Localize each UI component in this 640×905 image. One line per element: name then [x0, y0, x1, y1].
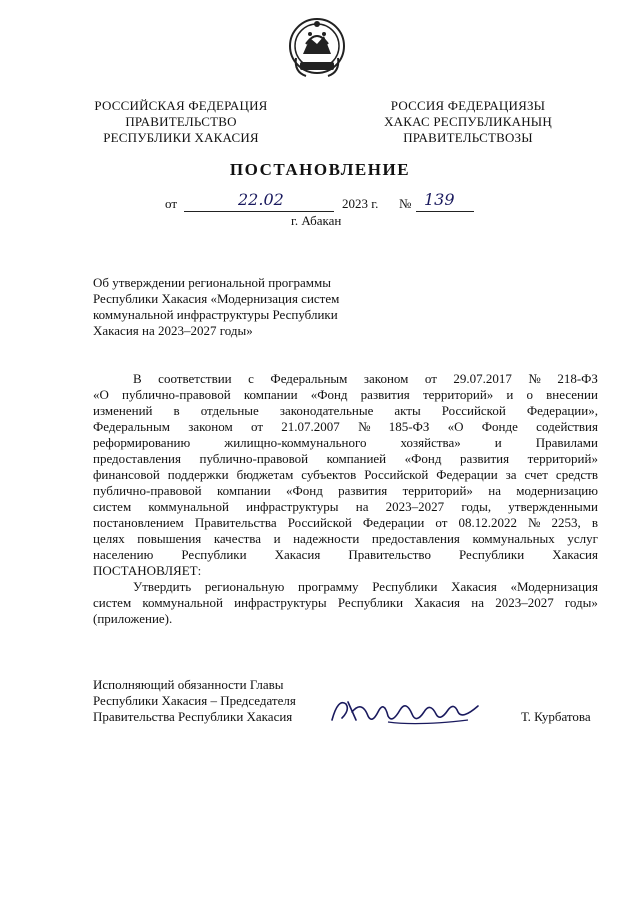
body-line: постановлением Правительства Российской Федерации от 08.12.2022 № 2253, в — [93, 515, 598, 530]
header-left-line1: РОССИЙСКАЯ ФЕДЕРАЦИЯ — [94, 98, 268, 113]
body-line: финансовой поддержки бюджетам субъектов Российской Федерации за счет средств — [93, 467, 598, 482]
body-line: целях повышения качества и надежности предоставления коммунальных услуг — [93, 531, 598, 546]
header-right — [368, 98, 568, 146]
date-year: 2023 г. — [342, 196, 379, 211]
body-line: систем коммунальной инфраструктуры Республики Хакасия на 2023–2027 годы» — [93, 595, 598, 610]
body-line: систем коммунальной инфраструктуры на 2023–2027 годы, утвержденными — [93, 499, 598, 514]
subject-line: Об утверждении региональной программы — [93, 275, 331, 290]
body-line: населению Республики Хакасия Правительство Республики Хакасия — [93, 547, 598, 562]
coat-of-arms-icon — [286, 14, 348, 82]
body-line: реформированию жилищно-коммунального хозяйства» и Правилами — [93, 435, 598, 450]
subject-line: Республики Хакасия «Модернизация систем — [93, 291, 340, 306]
body-line: «О публично-правовой компании «Фонд развития территорий» и о внесении — [93, 387, 598, 402]
body-line: Федеральным законом от 21.07.2007 № 185-ФЗ «О Фонде содействия — [93, 419, 598, 434]
city-name: г. Абакан — [291, 213, 342, 228]
subject-block — [93, 275, 393, 339]
handwritten-signature — [328, 690, 488, 730]
body-line: изменений в отдельные законодательные акты Российской Федерации», — [93, 403, 598, 418]
date-underline — [184, 211, 334, 212]
body-line: Утвердить региональную программу Республики Хакасия «Модернизация — [133, 579, 598, 594]
signer-name: Т. Курбатова — [521, 709, 591, 724]
number-label: № — [399, 196, 412, 211]
header-right-line1: РОССИЯ ФЕДЕРАЦИЯЗЫ — [390, 98, 546, 113]
date-from-label: от — [165, 196, 178, 211]
body-line: ПОСТАНОВЛЯЕТ: — [93, 563, 202, 578]
header-left-line3: РЕСПУБЛИКИ ХАКАСИЯ — [103, 130, 259, 145]
body-line: (приложение). — [93, 611, 173, 626]
header-left — [86, 98, 276, 146]
body-text — [93, 371, 598, 627]
header-right-line2: ХАКАС РЕСПУБЛИКАНЫҢ — [384, 114, 552, 129]
subject-line: коммунальной инфраструктуры Республики — [93, 307, 338, 322]
signer-title-line2: Республики Хакасия – Председателя — [93, 693, 296, 708]
subject-line: Хакасия на 2023–2027 годы» — [93, 323, 253, 338]
body-line: предоставления публично-правовой компанией «Фонд развития территорий» — [93, 451, 598, 466]
signature-block — [93, 677, 296, 725]
body-line: В соответствии с Федеральным законом от 29.07.2017 № 218-ФЗ — [133, 371, 598, 386]
document-title: ПОСТАНОВЛЕНИЕ — [229, 160, 411, 179]
handwritten-date: 22.02 — [238, 190, 284, 209]
number-underline — [416, 211, 474, 212]
signer-title-line3: Правительства Республики Хакасия — [93, 709, 293, 724]
handwritten-number: 139 — [424, 190, 455, 209]
body-line: публично-правовой компании «Фонд развития территорий» на модернизацию — [93, 483, 598, 498]
header-right-line3: ПРАВИТЕЛЬСТВОЗЫ — [403, 130, 533, 145]
header-left-line2: ПРАВИТЕЛЬСТВО — [125, 114, 237, 129]
signer-title-line1: Исполняющий обязанности Главы — [93, 677, 284, 692]
